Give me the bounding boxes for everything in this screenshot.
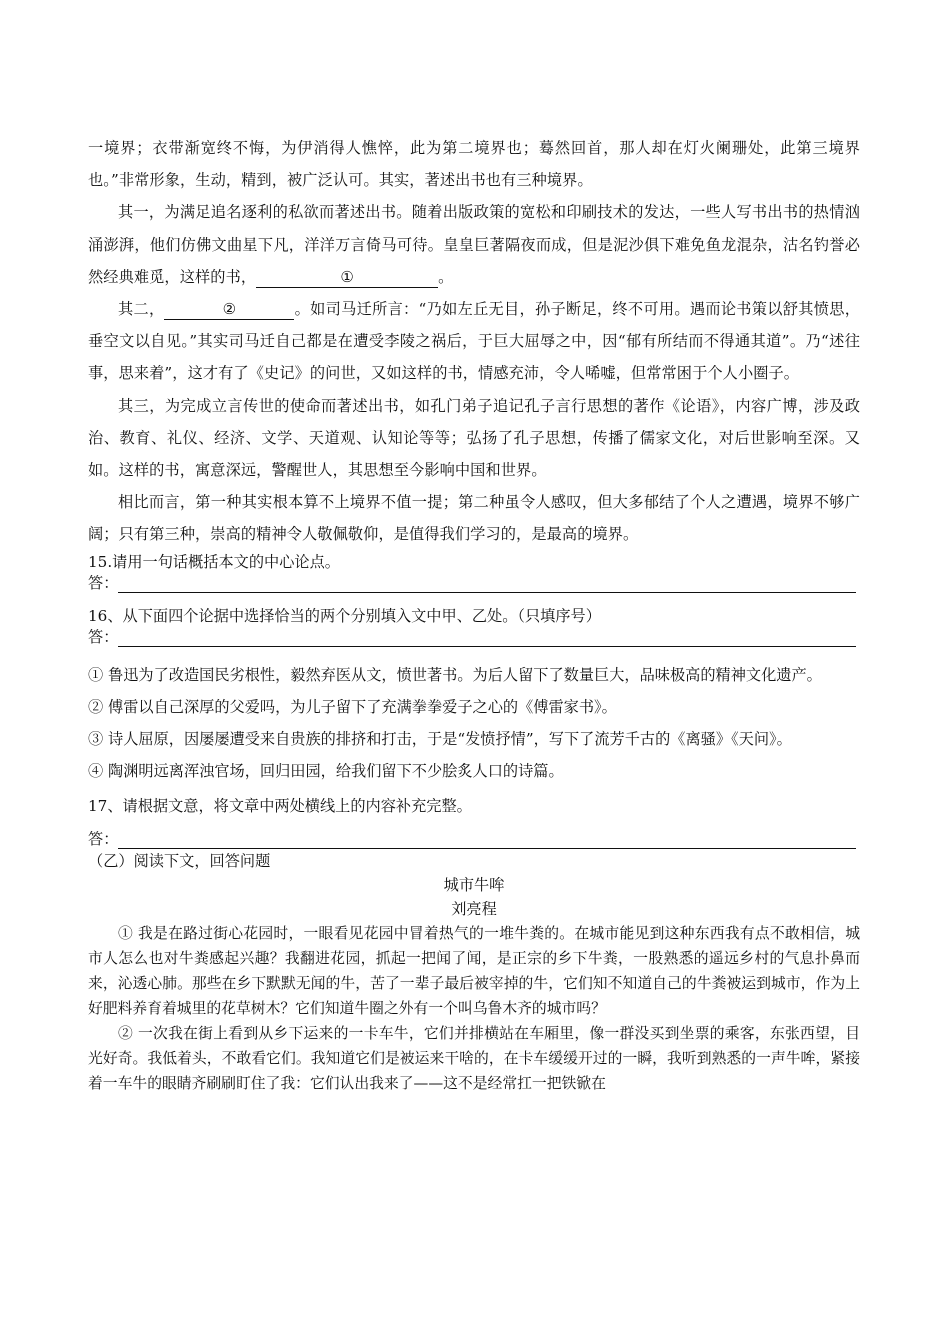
paragraph-2-end: 。 [438,267,454,286]
passage-a-paragraph-2 [88,196,860,293]
passage-b-paragraph-2: ② 一次我在街上看到从乡下运来的一卡车牛，它们并排横站在车厢里，像一群没买到坐票的乘客，东张西望，目光好奇。我低着头，不敢看它们。我知道它们是被运来干啥的，在卡车缓缓开过的一瞬，我听到熟悉的一声牛哞，紧接着一车牛的眼睛齐刷刷盯住了我：它们认出我来了——这不是经常扛一把铁锨在 [88,1024,860,1092]
option-3: ③ 诗人屈原，因屡屡遭受来自贵族的排挤和打击，于是“发愤抒情”，写下了流芳千古的《离骚》《天问》。 [88,729,792,748]
fill-blank-2[interactable]: ② [164,299,294,320]
answer-rule [118,848,856,849]
paragraph-3-start: 其二， [118,300,165,319]
answer-label: 答： [88,829,119,848]
answer-line-16[interactable] [88,627,860,647]
answer-label: 答： [88,627,119,646]
passage-b-paragraph-1: ① 我是在路过街心花园时，一眼看见花园中冒着热气的一堆牛粪的。在城市能见到这种东西我有点不敢相信，城市人怎么也对牛粪感起兴趣？我翻进花园，抓起一把闻了闻，是正宗的乡下牛粪，一股熟悉的遥远乡村的气息扑鼻而来，沁透心肺。那些在乡下默默无闻的牛，苦了一辈子最后被宰掉的牛，它们知不知道自己的牛粪被运到城市，作为上好肥料养育着城里的花草树木？它们知道牛圈之外有一个叫乌鲁木齐的城市吗？ [88,924,860,1017]
paragraph-3-text: 。如司马迁所言：“乃如左丘无目，孙子断足，终不可用。遇而论书策以舒其愤思，垂空文以自见。”其实司马迁自己都是在遭受李陵之祸后，于巨大屈辱之中，因“郁有所结而不得通其道”。乃“述往事，思来着”，这才有了《史记》的问世，又如这样的书，情感充沛，令人唏嘘，但常常困于个人小圈子。 [88,300,860,383]
passage-a-paragraph-1: 一境界；衣带渐宽终不悔，为伊消得人憔悴，此为第二境界也；蓦然回首，那人却在灯火阑珊处，此第三境界也。”非常形象，生动，精到，被广泛认可。其实，著述出书也有三种境界。 [88,139,860,190]
document-page [88,132,860,1096]
fill-blank-1[interactable]: ① [256,267,438,288]
passage-a-paragraph-3 [88,293,860,390]
answer-label: 答： [88,573,119,592]
option-2: ② 傅雷以自己深厚的父爱吗，为儿子留下了充满拳拳爱子之心的《傅雷家书》。 [88,697,617,716]
question-15: 15.请用一句话概括本文的中心论点。 [88,552,340,571]
passage-b-title: 城市牛哞 [443,875,505,894]
option-1: ① 鲁迅为了改造国民劣根性，毅然弃医从文，愤世著书。为后人留下了数量巨大，品味极高的精神文化遗产。 [88,665,822,684]
passage-b-heading: （乙）阅读下文，回答问题 [88,851,271,870]
answer-rule [118,646,856,647]
option-4: ④ 陶渊明远离浑浊官场，回归田园，给我们留下不少脍炙人口的诗篇。 [88,761,564,780]
question-16: 16、从下面四个论据中选择恰当的两个分别填入文中甲、乙处。（只填序号） [88,606,601,625]
passage-a-paragraph-4: 其三，为完成立言传世的使命而著述出书，如孔门弟子追记孔子言行思想的著作《论语》，内容广博，涉及政治、教育、礼仪、经济、文学、天道观、认知论等等；弘扬了孔子思想，传播了儒家文化，对后世影响至深。又如。这样的书，寓意深远，警醒世人，其思想至今影响中国和世界。 [88,396,860,480]
question-17: 17、请根据文意，将文章中两处横线上的内容补充完整。 [88,796,472,815]
passage-b-author: 刘亮程 [451,899,497,918]
answer-line-17[interactable] [88,829,860,849]
paragraph-2-text: 其一，为满足追名逐利的私欲而著述出书。随着出版政策的宽松和印刷技术的发达，一些人写书出书的热情汹涌澎湃，他们仿佛文曲星下凡，洋洋万言倚马可待。皇皇巨著隔夜而成，但是泥沙俱下难免鱼龙混杂，沽名钓誉必然经典难觅，这样的书， [88,203,860,286]
answer-line-15[interactable] [88,573,860,593]
answer-rule [118,592,856,593]
passage-a-paragraph-5: 相比而言，第一种其实根本算不上境界不值一提；第二种虽令人感叹，但大多郁结了个人之遭遇，境界不够广阔；只有第三种，崇高的精神令人敬佩敬仰，是值得我们学习的，是最高的境界。 [88,493,860,544]
